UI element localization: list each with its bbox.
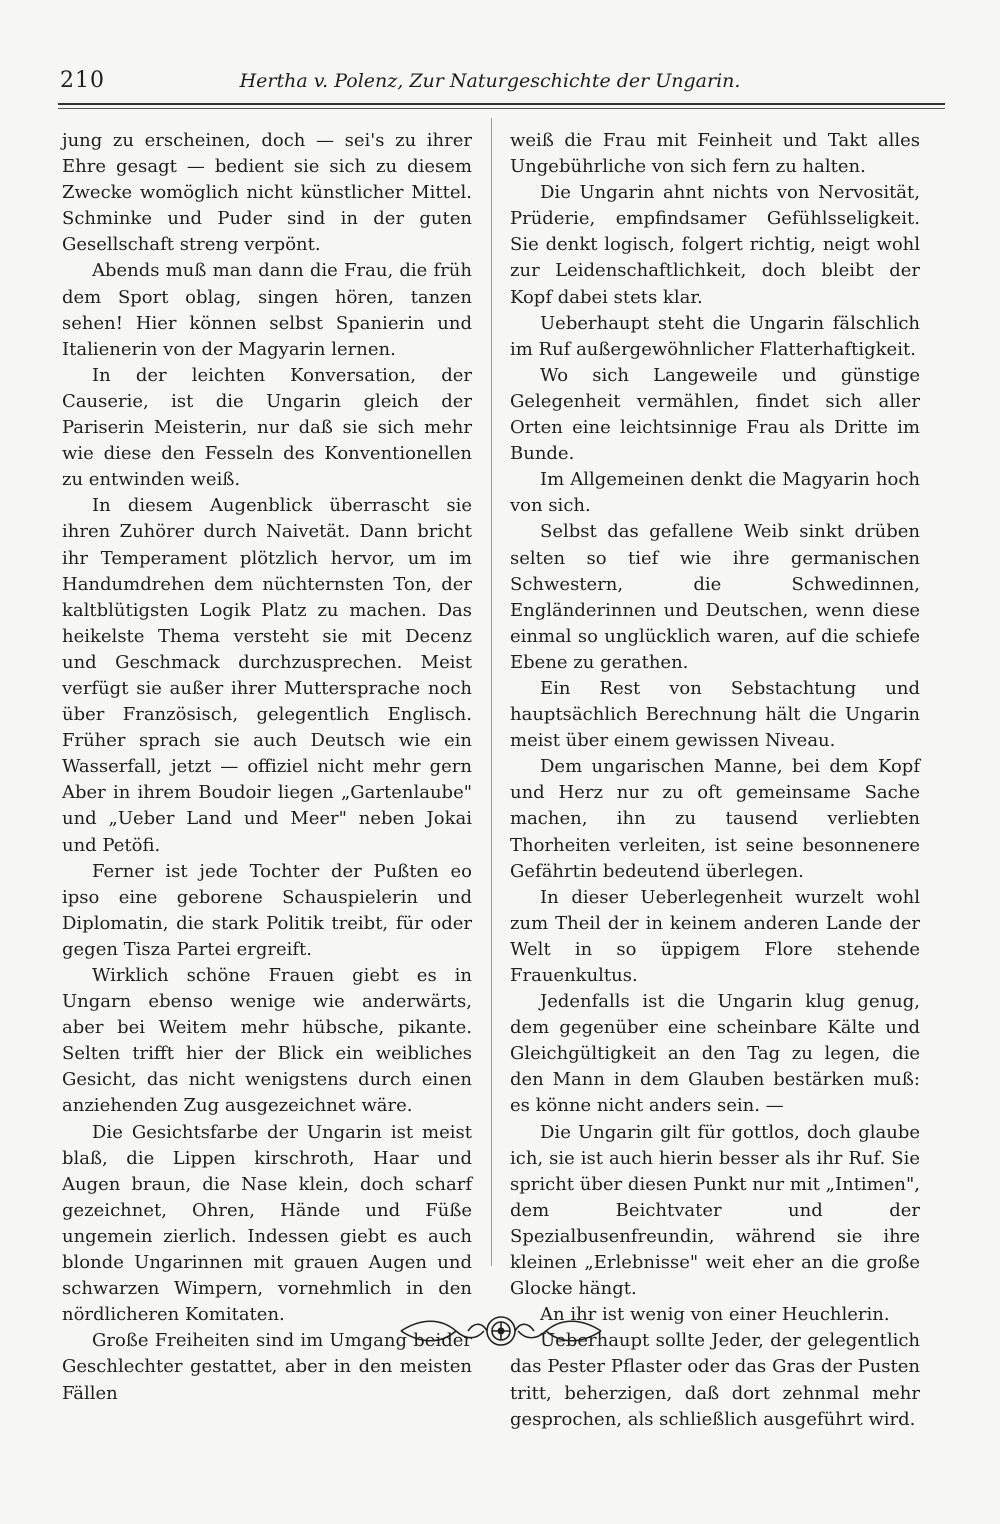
- left-paragraph-2: Abends muß man dann die Frau, die früh dem Sport oblag, singen hören, tanzen sehen! Hier können selbst Spanierin und Italienerin von der Magyarin lernen.: [62, 260, 472, 360]
- right-paragraph-10: Jedenfalls ist die Ungarin klug genug, dem gegenüber eine scheinbare Kälte und Gleichgültigkeit an den Tag zu legen, die den Mann in dem Glauben bestärken muß: es könne nicht anders sein. —: [510, 991, 920, 1117]
- right-paragraph-6: Selbst das gefallene Weib sinkt drüben selten so tief wie ihre germanischen Schwestern, die Schwedinnen, Engländerinnen und Deutschen, wenn diese einmal so unglücklich waren, auf die schiefe Ebene zu gerathen.: [510, 521, 920, 673]
- header-rule-thick: [58, 103, 945, 105]
- right-paragraph-13: Ueberhaupt sollte Jeder, der gelegentlich das Pester Pflaster oder das Gras der Pusten tritt, beherzigen, daß dort zehnmal mehr gesprochen, als schließlich ausgeführt wird.: [510, 1330, 920, 1430]
- left-paragraph-5: Ferner ist jede Tochter der Pußten eo ipso eine geborene Schauspielerin und Diplomatin, die stark Politik treibt, für oder gegen Tisza Partei ergreift.: [62, 860, 472, 960]
- right-paragraph-5: Im Allgemeinen denkt die Magyarin hoch von sich.: [510, 469, 920, 517]
- left-paragraph-7: Die Gesichtsfarbe der Ungarin ist meist blaß, die Lippen kirschroth, Haar und Augen braun, die Nase klein, doch scharf gezeichnet, Ohren, Hände und Füße ungemein zierlich. Indessen giebt es auch blonde Ungarinnen mit grauen Augen und schwarzen Wimpern, vornehmlich in den nördlicheren Komitaten.: [62, 1121, 472, 1326]
- left-paragraph-1: jung zu erscheinen, doch — sei's zu ihrer Ehre gesagt — bedient sie sich zu diesem Zwecke womöglich nicht künstlicher Mittel. Schminke und Puder sind in der guten Gesellschaft streng verpönt.: [62, 130, 472, 256]
- left-paragraph-8: Große Freiheiten sind im Umgang beider Geschlechter gestattet, aber in den meisten Fällen: [62, 1330, 472, 1404]
- right-paragraph-3: Ueberhaupt steht die Ungarin fälschlich im Ruf außergewöhnlicher Flatterhaftigkeit.: [510, 312, 920, 360]
- column-divider: [491, 118, 492, 1266]
- right-paragraph-4: Wo sich Langeweile und günstige Gelegenheit vermählen, findet sich aller Orten eine leichtsinnige Frau als Dritte im Bunde.: [510, 364, 920, 465]
- decorative-vignette-icon: [396, 1308, 606, 1354]
- left-paragraph-6: Wirklich schöne Frauen giebt es in Ungarn ebenso wenige wie anderwärts, aber bei Weitem mehr hübsche, pikante. Selten trifft hier der Blick ein weibliches Gesicht, das nicht wenigstens durch einen anziehenden Zug ausgezeichnet wäre.: [62, 965, 472, 1117]
- page-number: 210: [60, 68, 105, 93]
- right-paragraph-12: An ihr ist wenig von einer Heuchlerin.: [540, 1304, 890, 1326]
- right-paragraph-8: Dem ungarischen Manne, bei dem Kopf und Herz nur zu oft gemeinsame Sache machen, ihn zu tausend verliebten Thorheiten verleiten, ist seine besonnenere Gefährtin bedeutend überlegen.: [510, 756, 920, 882]
- right-paragraph-9: In dieser Ueberlegenheit wurzelt wohl zum Theil der in keinem anderen Lande der Welt in so üppigem Flore stehende Frauenkultus.: [510, 886, 920, 986]
- left-paragraph-3: In der leichten Konversation, der Causerie, ist die Ungarin gleich der Pariserin Meisterin, nur daß sie sich mehr wie diese den Fesseln des Konventionellen zu entwinden weiß.: [62, 364, 472, 491]
- left-paragraph-4: In diesem Augenblick überrascht sie ihren Zuhörer durch Naivetät. Dann bricht ihr Temperament plötzlich hervor, um im Handumdrehen dem nüchternsten Ton, der kaltblütigsten Logik Platz zu machen. Das heikelste Thema versteht sie mit Decenz und Geschmack durchzusprechen. Meist verfügt sie außer ihrer Muttersprache noch über Französisch, gelegentlich Englisch. Früher sprach sie auch Deutsch wie ein Wasserfall, jetzt — offiziel nicht mehr gern Aber in ihrem Boudoir liegen „Gartenlaube" und „Ueber Land und Meer" neben Jokai und Petöfi.: [62, 495, 472, 856]
- left-column: [62, 128, 472, 1407]
- right-column: [510, 128, 920, 1433]
- right-paragraph-7: Ein Rest von Sebstachtung und hauptsächlich Berechnung hält die Ungarin meist über einem gewissen Niveau.: [510, 677, 920, 752]
- right-paragraph-11: Die Ungarin gilt für gottlos, doch glaube ich, sie ist auch hierin besser als ihr Ruf. Sie spricht über diesen Punkt nur mit „Intimen", dem Beichtvater und der Spezialbusenfreundin, während sie ihre kleinen „Erlebnisse" weit eher an die große Glocke hängt.: [510, 1121, 920, 1300]
- header-rule-thin: [58, 108, 945, 109]
- running-title: Hertha v. Polenz, Zur Naturgeschichte der Ungarin.: [239, 70, 741, 92]
- right-paragraph-2: Die Ungarin ahnt nichts von Nervosität, Prüderie, empfindsamer Gefühlsseligkeit. Sie denkt logisch, folgert richtig, neigt wohl zur Leidenschaftlichkeit, doch bleibt der Kopf dabei stets klar.: [510, 182, 920, 308]
- right-paragraph-1: weiß die Frau mit Feinheit und Takt alles Ungebührliche von sich fern zu halten.: [510, 130, 920, 178]
